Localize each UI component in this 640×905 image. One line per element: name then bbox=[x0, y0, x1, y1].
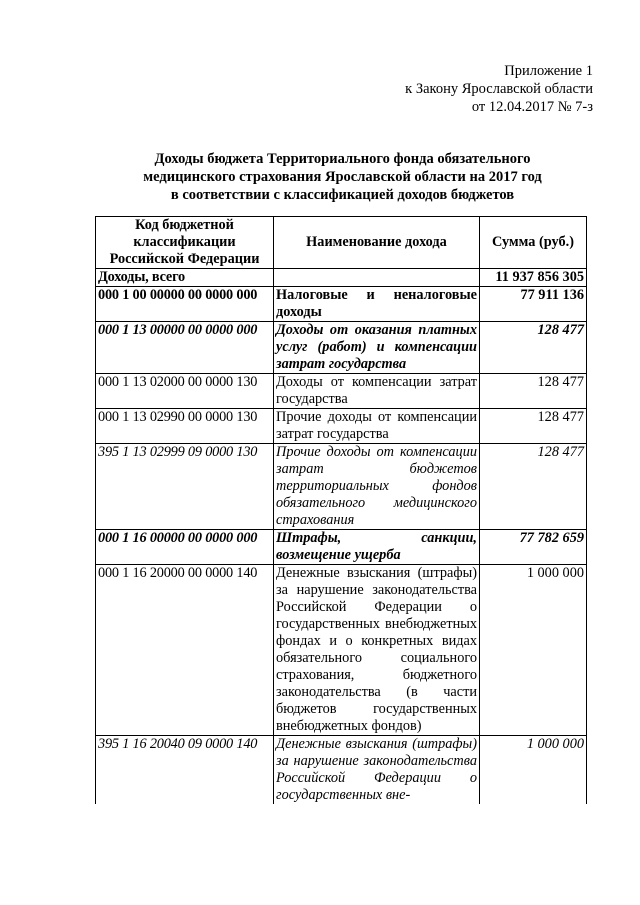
row-code: Доходы, всего bbox=[96, 269, 274, 287]
row-code: 000 1 16 20000 00 0000 140 bbox=[96, 565, 274, 736]
title-line-2: медицинского страхования Ярославской области на 2017 год bbox=[143, 169, 542, 185]
row-code: 000 1 13 02990 00 0000 130 bbox=[96, 409, 274, 444]
income-table bbox=[95, 216, 587, 804]
header-sum: Сумма (руб.) bbox=[480, 217, 587, 269]
row-code: 000 1 13 00000 00 0000 000 bbox=[96, 322, 274, 374]
table-header-row bbox=[96, 217, 587, 269]
row-sum: 11 937 856 305 bbox=[480, 269, 587, 287]
document-title bbox=[95, 150, 590, 204]
row-name: Прочие доходы от компенсации затрат государства bbox=[274, 409, 480, 444]
header-name: Наименование дохода bbox=[274, 217, 480, 269]
title-line-1: Доходы бюджета Территориального фонда обязательного bbox=[154, 151, 531, 167]
appendix-line-1: Приложение 1 bbox=[504, 63, 593, 79]
table-row bbox=[96, 444, 587, 530]
row-sum: 128 477 bbox=[480, 322, 587, 374]
row-code: 000 1 13 02000 00 0000 130 bbox=[96, 374, 274, 409]
row-sum: 128 477 bbox=[480, 409, 587, 444]
row-name: Штрафы, санкции, возмещение ущерба bbox=[274, 530, 480, 565]
row-code: 395 1 13 02999 09 0000 130 bbox=[96, 444, 274, 530]
row-name bbox=[274, 269, 480, 287]
row-name: Доходы от оказания платных услуг (работ) и компенсации затрат государства bbox=[274, 322, 480, 374]
row-name: Доходы от компенсации затрат государства bbox=[274, 374, 480, 409]
row-sum: 77 911 136 bbox=[480, 287, 587, 322]
table-row bbox=[96, 269, 587, 287]
row-name: Денежные взыскания (штрафы) за нарушение законодательства Российской Федерации о государственных внебюджетных фондах и о конкретных видах обязательного социального страхования, бюджетного законодательства (в части бюджетов государственных внебюджетных фондов) bbox=[274, 565, 480, 736]
row-code: 000 1 00 00000 00 0000 000 bbox=[96, 287, 274, 322]
appendix-reference bbox=[405, 62, 593, 116]
row-code: 000 1 16 00000 00 0000 000 bbox=[96, 530, 274, 565]
appendix-line-3: от 12.04.2017 № 7-з bbox=[471, 99, 593, 115]
table-row bbox=[96, 565, 587, 736]
row-sum: 1 000 000 bbox=[480, 565, 587, 736]
appendix-line-2: к Закону Ярославской области bbox=[405, 81, 593, 97]
row-code: 395 1 16 20040 09 0000 140 bbox=[96, 736, 274, 805]
title-line-3: в соответствии с классификацией доходов бюджетов bbox=[170, 187, 515, 203]
row-sum: 1 000 000 bbox=[480, 736, 587, 805]
row-name: Денежные взыскания (штрафы) за нарушение законодательства Российской Федерации о государственных вне- bbox=[274, 736, 480, 805]
table-row bbox=[96, 287, 587, 322]
table-row bbox=[96, 409, 587, 444]
row-sum: 77 782 659 bbox=[480, 530, 587, 565]
row-sum: 128 477 bbox=[480, 444, 587, 530]
row-name: Налоговые и неналоговые доходы bbox=[274, 287, 480, 322]
row-name: Прочие доходы от компенсации затрат бюджетов территориальных фондов обязательного медицинского страхования bbox=[274, 444, 480, 530]
table-row bbox=[96, 530, 587, 565]
row-sum: 128 477 bbox=[480, 374, 587, 409]
table-row bbox=[96, 374, 587, 409]
table-row bbox=[96, 322, 587, 374]
table-row bbox=[96, 736, 587, 805]
header-code: Код бюджетной классификации Российской Федерации bbox=[96, 217, 274, 269]
